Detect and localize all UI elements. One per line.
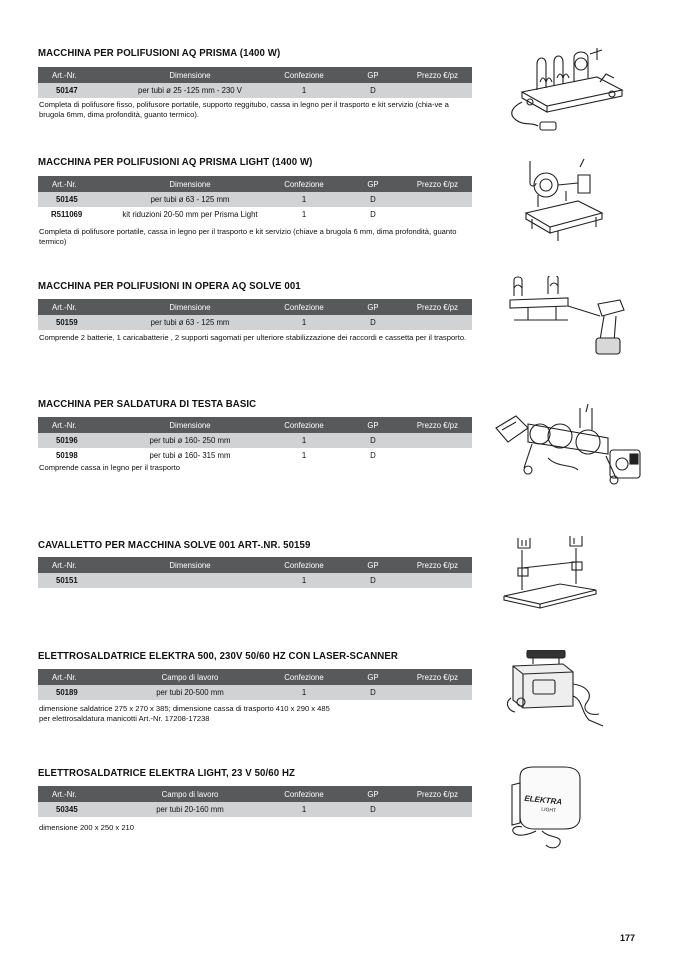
pack-cell: 1	[268, 685, 340, 700]
col-header-prezzo: Prezzo €/pz	[406, 299, 472, 315]
product-table	[38, 67, 472, 98]
dimension-cell: per tubi ø 25 -125 mm - 230 V	[112, 83, 268, 98]
col-header-prezzo: Prezzo €/pz	[406, 669, 472, 685]
art-nr-cell: 50196	[38, 433, 112, 448]
art-nr-cell: 50198	[56, 451, 78, 460]
table-header-row	[38, 299, 472, 315]
gp-cell: D	[340, 573, 406, 588]
table-row	[38, 315, 472, 330]
table-header-row	[38, 786, 472, 802]
gp-cell: D	[340, 802, 406, 817]
pack-cell: 1	[301, 210, 307, 219]
col-header-confezione: Confezione	[268, 67, 340, 83]
gp-cell: D	[340, 315, 406, 330]
art-nr-cell: R511069	[51, 210, 83, 219]
section-description: Completa di polifusore fisso, polifusore portatile, supporto reggitubo, cassa in legno per il trasporto e kit servizio (chia-ve a brugola 6mm, dima profondità, guanto termico).	[39, 100, 449, 119]
table-row	[38, 802, 472, 817]
col-header-dimensione: Dimensione	[112, 557, 268, 573]
gp-cell: D	[340, 83, 406, 98]
elektra-light-illustration	[506, 763, 586, 851]
section-title: MACCHINA PER POLIFUSIONI AQ PRISMA (1400 W)	[38, 47, 281, 59]
col-header-campo: Campo di lavoro	[112, 669, 268, 685]
price-cell	[406, 192, 472, 207]
prisma-machine-illustration	[502, 42, 632, 134]
page-number: 177	[620, 933, 636, 943]
solve-001-illustration	[508, 276, 628, 358]
product-table	[38, 669, 472, 700]
dimension-cell: per tubi ø 160- 250 mm	[112, 433, 268, 448]
gp-cell: D	[370, 451, 376, 460]
price-cell	[406, 433, 472, 448]
col-header-gp: GP	[340, 67, 406, 83]
pack-cell: 1	[301, 451, 307, 460]
col-header-art: Art.-Nr.	[38, 786, 112, 802]
price-cell	[406, 685, 472, 700]
col-header-dimensione: Dimensione	[112, 417, 268, 433]
product-table	[38, 299, 472, 330]
price-cell	[406, 802, 472, 817]
dimension-cell: per tubi 20-160 mm	[112, 802, 268, 817]
table-row	[38, 433, 472, 448]
col-header-prezzo: Prezzo €/pz	[406, 67, 472, 83]
dimension-cell	[112, 573, 268, 588]
price-cell	[406, 83, 472, 98]
section-title: ELETTROSALDATRICE ELEKTRA LIGHT, 23 V 50/60 HZ	[38, 767, 296, 779]
col-header-gp: GP	[340, 176, 406, 192]
elektra-logo-text: ELEKTRA	[523, 793, 563, 807]
col-header-art: Art.-Nr.	[38, 417, 112, 433]
col-header-art: Art.-Nr.	[38, 176, 112, 192]
table-row	[38, 685, 472, 700]
section-description: dimensione 200 x 250 x 210	[39, 823, 134, 832]
price-cell	[406, 315, 472, 330]
price-cell	[406, 207, 472, 222]
col-header-gp: GP	[340, 299, 406, 315]
dimension-cell: kit riduzioni 20-50 mm per Prisma Light	[122, 210, 258, 219]
art-nr-cell: 50345	[38, 802, 112, 817]
col-header-prezzo: Prezzo €/pz	[406, 417, 472, 433]
col-header-confezione: Confezione	[268, 557, 340, 573]
pack-cell: 1	[268, 802, 340, 817]
art-nr-cell: 50189	[38, 685, 112, 700]
pack-cell: 1	[268, 192, 340, 207]
col-header-dimensione: Dimensione	[112, 67, 268, 83]
col-header-prezzo: Prezzo €/pz	[406, 557, 472, 573]
col-header-art: Art.-Nr.	[38, 299, 112, 315]
gp-cell: D	[340, 685, 406, 700]
gp-cell: D	[340, 192, 406, 207]
stand-illustration	[500, 532, 600, 612]
price-cell	[406, 448, 472, 463]
col-header-gp: GP	[340, 786, 406, 802]
col-header-art: Art.-Nr.	[38, 557, 112, 573]
col-header-confezione: Confezione	[268, 669, 340, 685]
elektra-logo-subtext: LIGHT	[540, 806, 557, 815]
table-row	[38, 207, 472, 222]
art-nr-cell: 50145	[38, 192, 112, 207]
gp-cell: D	[340, 433, 406, 448]
product-table	[38, 557, 472, 588]
col-header-confezione: Confezione	[268, 417, 340, 433]
elektra-500-illustration	[503, 650, 608, 730]
product-table	[38, 786, 472, 817]
pack-cell: 1	[268, 433, 340, 448]
table-header-row	[38, 669, 472, 685]
gp-cell: D	[370, 210, 376, 219]
art-nr-cell: 50147	[38, 83, 112, 98]
table-header-row	[38, 67, 472, 83]
table-row	[38, 573, 472, 588]
dimension-cell: per tubi 20-500 mm	[112, 685, 268, 700]
dimension-cell: per tubi ø 160- 315 mm	[149, 451, 231, 460]
table-header-row	[38, 417, 472, 433]
section-description: Comprende 2 batterie, 1 caricabatterie , 2 supporti sagomati per ulteriore stabilizzazione dei raccordi e cassetta per il trasporto.	[39, 333, 467, 342]
dimension-cell: per tubi ø 63 - 125 mm	[112, 192, 268, 207]
col-header-prezzo: Prezzo €/pz	[406, 176, 472, 192]
col-header-confezione: Confezione	[268, 299, 340, 315]
section-title: CAVALLETTO PER MACCHINA SOLVE 001 ART-.NR. 50159	[38, 539, 311, 551]
col-header-gp: GP	[340, 557, 406, 573]
prisma-light-illustration	[518, 153, 608, 248]
product-table	[38, 176, 472, 222]
product-table	[38, 417, 472, 463]
col-header-art: Art.-Nr.	[38, 669, 112, 685]
col-header-dimensione: Dimensione	[112, 176, 268, 192]
col-header-campo: Campo di lavoro	[112, 786, 268, 802]
pack-cell: 1	[268, 315, 340, 330]
table-row	[38, 83, 472, 98]
art-nr-cell: 50159	[38, 315, 112, 330]
pack-cell: 1	[268, 573, 340, 588]
section-description: dimensione saldatrice 275 x 270 x 385; dimensione cassa di trasporto 410 x 290 x 485 per elettrosaldatura manicotti Art.-Nr. 17208-17238	[39, 704, 330, 723]
section-title: MACCHINA PER SALDATURA DI TESTA BASIC	[38, 398, 257, 410]
section-description: Completa di polifusore portatile, cassa in legno per il trasporto e kit servizio (chiave a brugola 6 mm, dima profondità, guanto termico)	[39, 227, 457, 246]
col-header-gp: GP	[340, 417, 406, 433]
section-description: Comprende cassa in legno per il trasporto	[39, 463, 180, 472]
table-row	[38, 448, 472, 463]
col-header-art: Art.-Nr.	[38, 67, 112, 83]
col-header-confezione: Confezione	[268, 176, 340, 192]
table-row	[38, 192, 472, 207]
art-nr-cell: 50151	[38, 573, 112, 588]
col-header-confezione: Confezione	[268, 786, 340, 802]
section-title: MACCHINA PER POLIFUSIONI AQ PRISMA LIGHT (1400 W)	[38, 156, 313, 168]
dimension-cell: per tubi ø 63 - 125 mm	[112, 315, 268, 330]
price-cell	[406, 573, 472, 588]
section-title: ELETTROSALDATRICE ELEKTRA 500, 230V 50/60 HZ CON LASER-SCANNER	[38, 650, 398, 662]
col-header-gp: GP	[340, 669, 406, 685]
section-title: MACCHINA PER POLIFUSIONI IN OPERA AQ SOLVE 001	[38, 280, 301, 292]
table-header-row	[38, 557, 472, 573]
pack-cell: 1	[268, 83, 340, 98]
col-header-prezzo: Prezzo €/pz	[406, 786, 472, 802]
basic-butt-welder-illustration	[488, 398, 648, 498]
col-header-dimensione: Dimensione	[112, 299, 268, 315]
table-header-row	[38, 176, 472, 192]
